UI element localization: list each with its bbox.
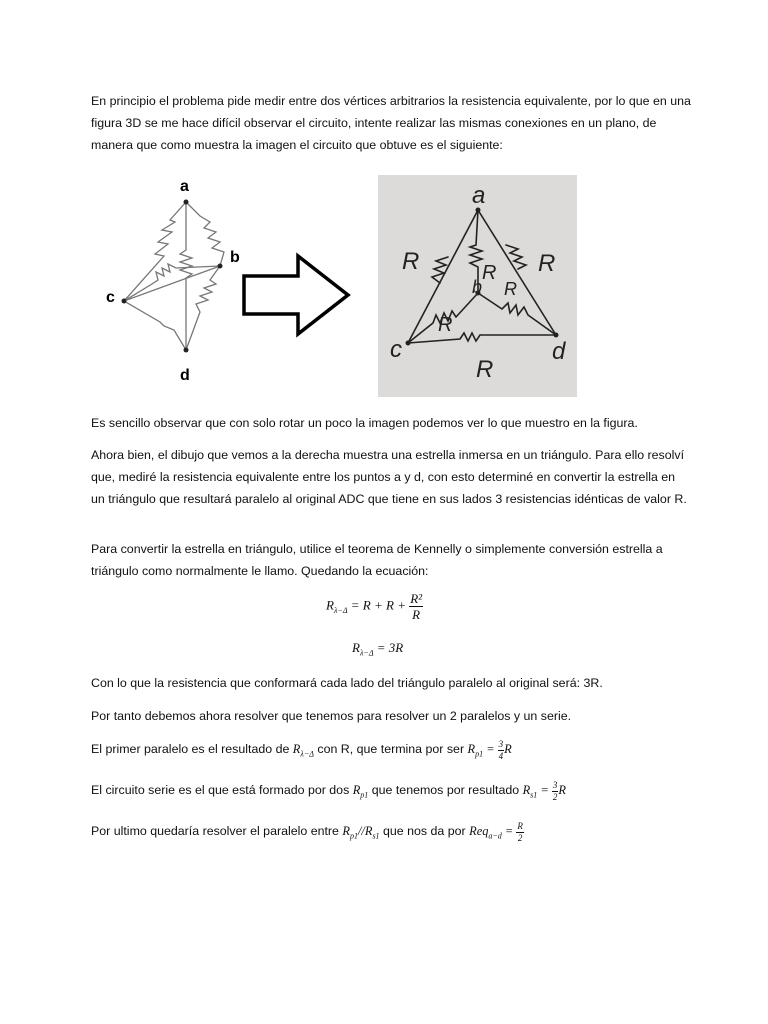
equation-3r: $R_{\lambda-\Delta} = 3R$ xyxy=(352,640,404,658)
photo-r-left-inner: R xyxy=(438,314,453,336)
paragraph-final-parallel: Por ultimo quedaría resolver el paralelo entre $R_{p1}//R_{s1}$ que nos da por Req$_{a-d}$ = $\frac{R}{2}$ xyxy=(91,820,523,843)
paragraph-star-triangle: Ahora bien, el dibujo que vemos a la derecha muestra una estrella inmersa en un triángulo. Para ello resolví que, mediré la resistencia equivalente entre los puntos a y d, con esto determiné en convertir la estrella en un triángulo que resultará paralelo al original ADC que tiene en sus lados 3 resistencias idénticas de valor R. xyxy=(91,448,687,506)
node-label-a: a xyxy=(180,178,189,195)
cube-circuit-diagram xyxy=(100,172,260,387)
resistor-c-d xyxy=(124,301,186,350)
photo-label-d: d xyxy=(552,338,566,365)
resistor-a-c xyxy=(124,202,186,301)
paragraph-parallels: Por tanto debemos ahora resolver que tenemos para resolver un 2 paralelos y un serie. xyxy=(91,709,572,723)
node-label-b: b xyxy=(230,249,240,266)
photo-r-right-inner: R xyxy=(504,279,517,299)
node-label-d: d xyxy=(180,367,190,384)
equation-star-delta: $R_{\lambda-\Delta} = R + R$ + $\frac{\text{R²}}{R}$ xyxy=(326,591,423,622)
photo-r-center: R xyxy=(482,262,497,284)
resistor-a-b xyxy=(186,202,224,266)
paragraph-3r-result: Con lo que la resistencia que conformará cada lado del triángulo paralelo al original será: 3R. xyxy=(91,676,603,690)
right-arrow-icon xyxy=(240,252,352,338)
resistor-b-d xyxy=(186,266,220,350)
photo-label-b: b xyxy=(472,277,483,297)
paragraph-intro: En principio el problema pide medir entre dos vértices arbitrarios la resistencia equivalente, por lo que en una figura 3D se me hace difícil observar el circuito, intente realizar las mismas conexiones en un plano, de manera que como muestra la imagen el circuito que obtuve es el siguiente: xyxy=(91,94,691,152)
paragraph-series: El circuito serie es el que está formado por dos $R_{p1}$ que tenemos por resultado $R_{s1}$ = $\frac{3}{2}$ R xyxy=(91,779,566,802)
photo-r-bottom: R xyxy=(476,356,494,383)
photo-label-c: c xyxy=(390,336,402,363)
star-in-triangle-diagram xyxy=(378,175,577,397)
photo-label-a: a xyxy=(472,182,486,209)
paragraph-first-parallel: El primer paralelo es el resultado de $R_{\lambda-\Delta}$ con R, que termina por ser $R_{p1}$ = $\frac{3}{4}$ R xyxy=(91,738,512,761)
photo-r-top-right: R xyxy=(538,250,556,277)
node-label-c: c xyxy=(106,289,115,306)
resistor-a-d xyxy=(180,202,192,350)
paragraph-rotate: Es sencillo observar que con solo rotar un poco la imagen podemos ver lo que muestro en la figura. xyxy=(91,416,638,430)
photo-r-top-left: R xyxy=(402,248,420,275)
paragraph-kennelly: Para convertir la estrella en triángulo, utilice el teorema de Kennelly o simplemente conversión estrella a triángulo como normalmente le llamo. Quedando la ecuación: xyxy=(91,542,663,578)
